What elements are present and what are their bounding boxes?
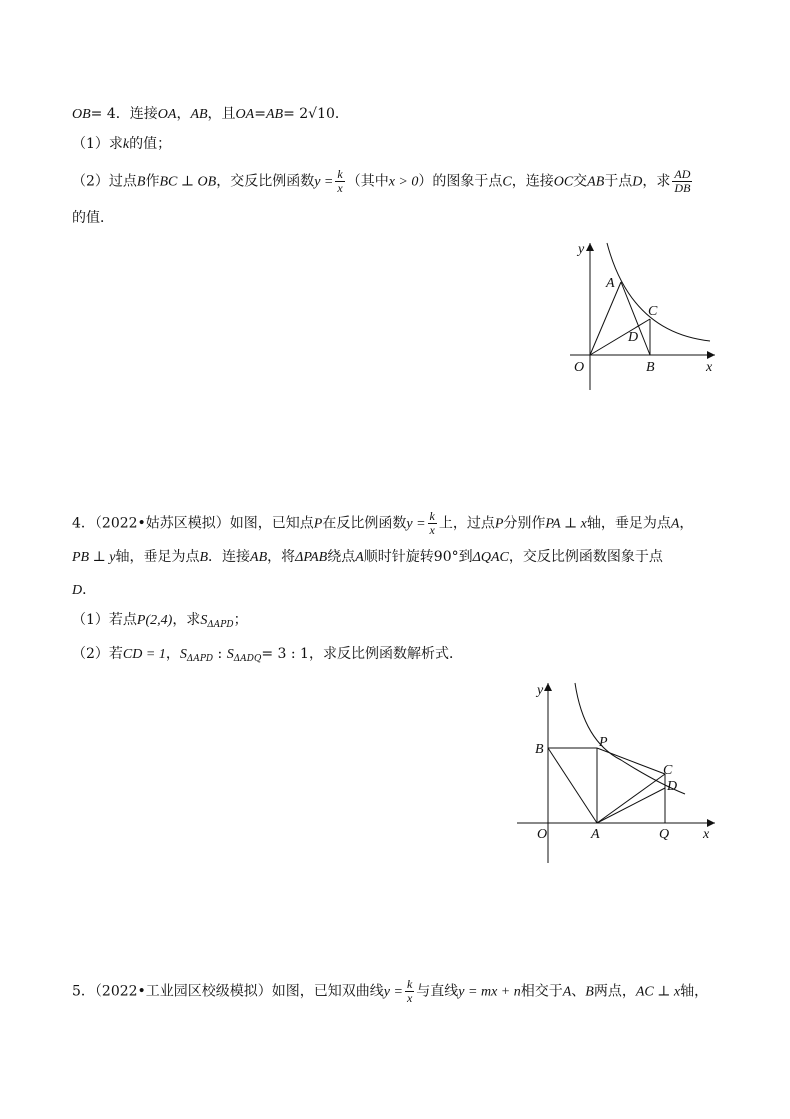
text: （2）若 (72, 646, 123, 662)
p4-line3 (72, 580, 96, 601)
p4-line2 (72, 547, 663, 568)
text: = 4．连接 (90, 106, 158, 122)
point-coords: P(2,4) (136, 613, 173, 628)
label-q: Q (659, 827, 670, 842)
label-o: O (574, 360, 585, 375)
seg-oc: OC (553, 174, 574, 190)
seg-ob: OB (72, 107, 91, 122)
text: ； (233, 612, 248, 628)
segment-oc (590, 319, 650, 355)
text: ， (176, 106, 191, 122)
point-p: P (494, 516, 504, 532)
text: （1）求 (72, 136, 123, 152)
point-a: A (355, 550, 364, 565)
text: 轴，垂足为点 (586, 515, 671, 532)
text: 轴，垂足为点 (115, 549, 200, 565)
text: 作 (145, 173, 160, 190)
text: ， (165, 646, 180, 662)
label-x: x (703, 827, 710, 842)
text: （2）过点 (72, 173, 137, 190)
x-axis-arrow (707, 351, 715, 359)
formula: y = mx + n (458, 984, 521, 1000)
text: = (254, 106, 266, 122)
text: 5．（2022•工业园区校级模拟）如图，已知双曲线 (72, 983, 384, 1000)
text: ，交反比例函数图象于点 (508, 549, 663, 565)
x-axis-arrow (707, 819, 715, 827)
label-o: O (537, 827, 548, 842)
text: 上，过点 (438, 515, 495, 532)
label-c: C (648, 304, 658, 319)
p3-line1 (72, 104, 349, 125)
numerator: AD (674, 167, 691, 181)
triangle-qac: ΔQAC (472, 550, 509, 565)
text: = 2√10． (283, 106, 349, 122)
numerator: k (406, 977, 413, 991)
y-axis-arrow (544, 683, 552, 691)
label-y: y (537, 683, 544, 698)
fraction-ad-db (672, 168, 692, 195)
text: 两点， (593, 983, 636, 1000)
point-b: B (585, 984, 594, 1000)
fraction-k-x (405, 978, 414, 1005)
p4-line1 (72, 510, 693, 537)
seg-ab: AB (587, 174, 605, 190)
figure-3 (560, 235, 725, 395)
triangle-pab: ΔPAB (295, 550, 328, 565)
text: ，连接 (511, 173, 554, 190)
segment-ac (597, 774, 665, 823)
formula: CD = 1 (122, 647, 166, 662)
text: 相交于 (520, 983, 563, 1000)
numerator: k (429, 509, 435, 523)
text: : (213, 646, 227, 662)
p3-question-1 (72, 134, 171, 155)
label-a: A (591, 827, 600, 842)
text: 到 (458, 549, 473, 565)
var-k: k (122, 137, 130, 152)
label-c: C (663, 763, 673, 778)
seg-ab: AB (265, 107, 284, 122)
point-p: P (313, 516, 323, 532)
text: （其中 (346, 173, 389, 190)
denominator: x (337, 181, 343, 195)
text: 轴， (680, 983, 709, 1000)
label-b: B (535, 742, 544, 757)
area-subscript: ΔAPD (186, 654, 214, 664)
seg-ab: AB (250, 550, 268, 565)
y-axis-arrow (586, 243, 594, 251)
seg-oa: OA (157, 107, 177, 122)
formula: PB ⊥ y (72, 550, 116, 565)
point-d: D (632, 174, 643, 190)
text: （1）若点 (72, 612, 137, 628)
p4-question-1 (72, 610, 248, 635)
segment-ab (548, 748, 597, 823)
text: ，且 (207, 106, 236, 122)
formula: y = (314, 174, 334, 190)
denominator: x (429, 523, 435, 537)
formula: AC ⊥ x (635, 984, 681, 1000)
text: ，将 (267, 549, 296, 565)
text: 顺时针旋转 (363, 549, 434, 565)
text: 的值； (129, 136, 172, 152)
area-symbol: S (179, 647, 187, 662)
text: 的值． (72, 210, 114, 226)
area-subscript: ΔAPD (207, 620, 234, 630)
hyperbola-curve (607, 243, 710, 341)
segment-oa (590, 282, 621, 355)
label-d: D (628, 330, 639, 345)
text: ，求反比例函数解析式． (308, 646, 463, 662)
text: 、 (571, 983, 586, 1000)
seg-oa: OA (235, 107, 255, 122)
fraction-k-x (428, 510, 437, 537)
p3-question-2 (72, 168, 694, 195)
text: ，求 (172, 612, 201, 628)
label-b: B (646, 360, 655, 375)
area-symbol: S (200, 613, 208, 628)
label-y: y (578, 242, 585, 257)
segment-ad (597, 788, 665, 823)
text: ． (82, 582, 97, 598)
area-subscript: ΔADQ (233, 654, 262, 664)
label-x: x (706, 360, 713, 375)
point-a: A (670, 516, 680, 532)
text: 于点 (604, 173, 633, 190)
ratio: = 3 : 1 (261, 646, 309, 662)
point-c: C (502, 174, 512, 190)
label-a: A (606, 276, 615, 291)
point-d: D (72, 583, 83, 598)
text: ，求 (642, 173, 671, 190)
fraction-k-x (335, 168, 344, 195)
denominator: x (406, 991, 413, 1005)
text: ，交反比例函数 (216, 173, 315, 190)
p4-question-2 (72, 644, 463, 669)
denominator: DB (674, 181, 691, 195)
numerator: k (337, 167, 343, 181)
text: ）的图象于点 (418, 173, 503, 190)
formula: x > 0 (388, 174, 419, 190)
point-b: B (199, 550, 209, 565)
text: 分别作 (503, 515, 546, 532)
seg-ab: AB (190, 107, 208, 122)
label-p: P (599, 735, 608, 750)
text: 在反比例函数 (322, 515, 407, 532)
p5-line1 (72, 978, 708, 1005)
segment-pc (597, 748, 665, 774)
text: 绕点 (327, 549, 356, 565)
formula: y = (383, 984, 403, 1000)
text: 交 (573, 173, 588, 190)
text: 4．（2022•姑苏区模拟）如图，已知点 (72, 515, 314, 532)
area-symbol: S (226, 647, 234, 662)
point-b: B (136, 174, 146, 190)
label-d: D (667, 779, 678, 794)
formula: BC ⊥ OB (159, 174, 217, 190)
formula: PA ⊥ x (545, 516, 587, 532)
angle: 90° (433, 549, 459, 565)
figure-4 (515, 678, 725, 868)
text: 与直线 (416, 983, 459, 1000)
text: ， (679, 515, 694, 532)
text: ．连接 (208, 549, 251, 565)
formula: y = (406, 516, 426, 532)
p3-question-2-end (72, 208, 114, 228)
point-a: A (562, 984, 572, 1000)
